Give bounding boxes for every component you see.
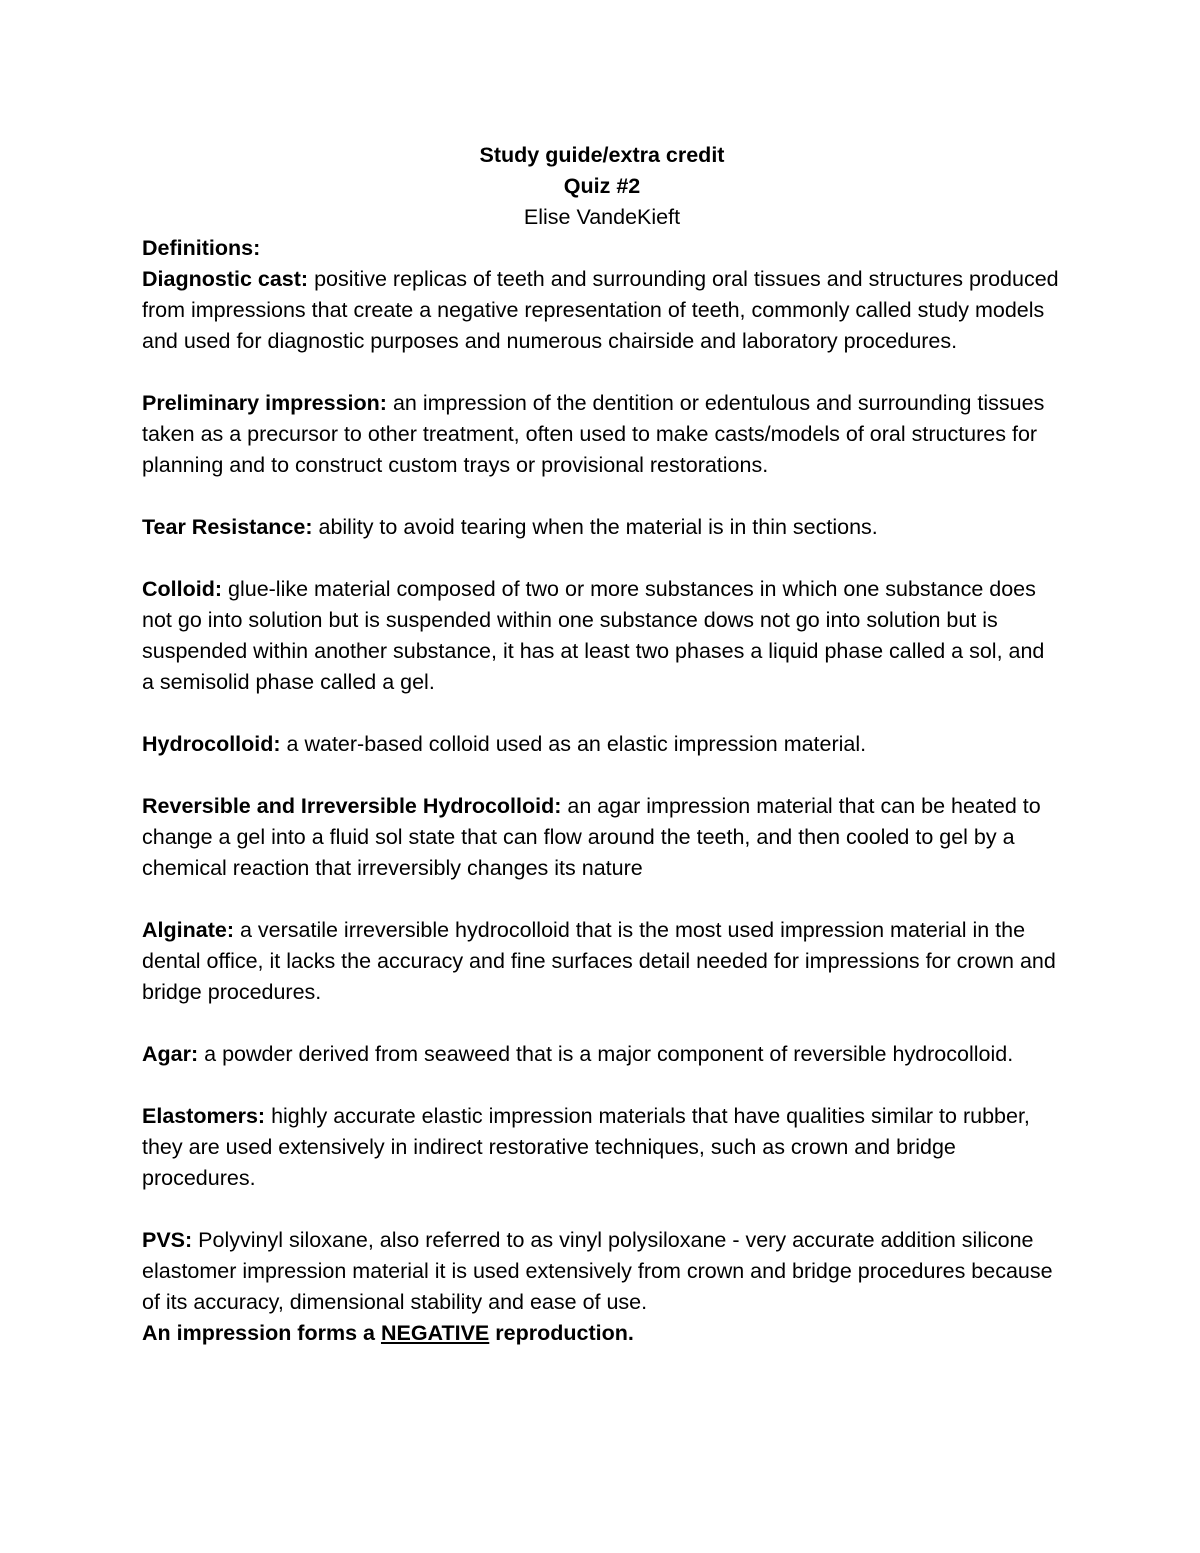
definition-text: positive replicas of teeth and surrounding oral tissues and structures produced from impressions that create a negative representation of teeth, commonly called study models and used for diagnostic purposes and numerous chairside and laboratory procedures. (142, 267, 1059, 353)
definition-text: a water-based colloid used as an elastic impression material. (286, 732, 867, 756)
definition-term: Tear Resistance: (142, 515, 313, 539)
document-page (142, 140, 1062, 1349)
definition-term: Elastomers: (142, 1104, 266, 1128)
definition-diagnostic-cast (142, 264, 1062, 357)
definitions-heading: Definitions: (142, 236, 261, 260)
definition-tear-resistance (142, 512, 1062, 543)
definition-term: Diagnostic cast: (142, 267, 309, 291)
definition-text: a powder derived from seaweed that is a major component of reversible hydrocolloid. (204, 1042, 1014, 1066)
definition-agar (142, 1039, 1062, 1070)
definition-text: an impression of the dentition or edentulous and surrounding tissues taken as a precursor to other treatment, often used to make casts/models of oral structures for planning and to construct custom trays or provisional restorations. (142, 391, 1045, 477)
definition-text: glue-like material composed of two or more substances in which one substance does not go into solution but is suspended within one substance dows not go into solution but is suspended within another substance, it has at least two phases a liquid phase called a sol, and a semisolid phase called a gel. (142, 577, 1045, 694)
definition-pvs (142, 1225, 1062, 1318)
definition-term: Reversible and Irreversible Hydrocolloid: (142, 794, 562, 818)
closing-after: reproduction. (495, 1321, 634, 1345)
definition-term: PVS: (142, 1228, 193, 1252)
author-name: Elise VandeKieft (523, 205, 681, 229)
definition-preliminary-impression (142, 388, 1062, 481)
definition-term: Alginate: (142, 918, 234, 942)
definition-reversible-irreversible-hydrocolloid (142, 791, 1062, 884)
definition-hydrocolloid (142, 729, 1062, 760)
definition-term: Agar: (142, 1042, 199, 1066)
definition-term: Hydrocolloid: (142, 732, 281, 756)
definition-term: Colloid: (142, 577, 223, 601)
closing-emphasis: NEGATIVE (380, 1321, 490, 1345)
definition-colloid (142, 574, 1062, 698)
closing-statement (142, 1318, 1062, 1349)
quiz-label: Quiz #2 (563, 174, 641, 198)
definition-text: ability to avoid tearing when the material is in thin sections. (318, 515, 878, 539)
document-title: Study guide/extra credit (479, 143, 725, 167)
definition-alginate (142, 915, 1062, 1008)
definition-term: Preliminary impression: (142, 391, 387, 415)
definition-elastomers (142, 1101, 1062, 1194)
definition-text: Polyvinyl siloxane, also referred to as vinyl polysiloxane - very accurate addition silicone elastomer impression material it is used extensively from crown and bridge procedures because of its accuracy, dimensional stability and ease of use. (142, 1228, 1053, 1314)
definition-text: highly accurate elastic impression materials that have qualities similar to rubber, they are used extensively in indirect restorative techniques, such as crown and bridge procedures. (142, 1104, 1030, 1190)
definition-text: a versatile irreversible hydrocolloid that is the most used impression material in the dental office, it lacks the accuracy and fine surfaces detail needed for impressions for crown and bridge procedures. (142, 918, 1056, 1004)
document-header (142, 140, 1062, 233)
closing-before: An impression forms a (142, 1321, 375, 1345)
definition-text: an agar impression material that can be heated to change a gel into a fluid sol state that can flow around the teeth, and then cooled to gel by a chemical reaction that irreversibly changes its nature (142, 794, 1041, 880)
